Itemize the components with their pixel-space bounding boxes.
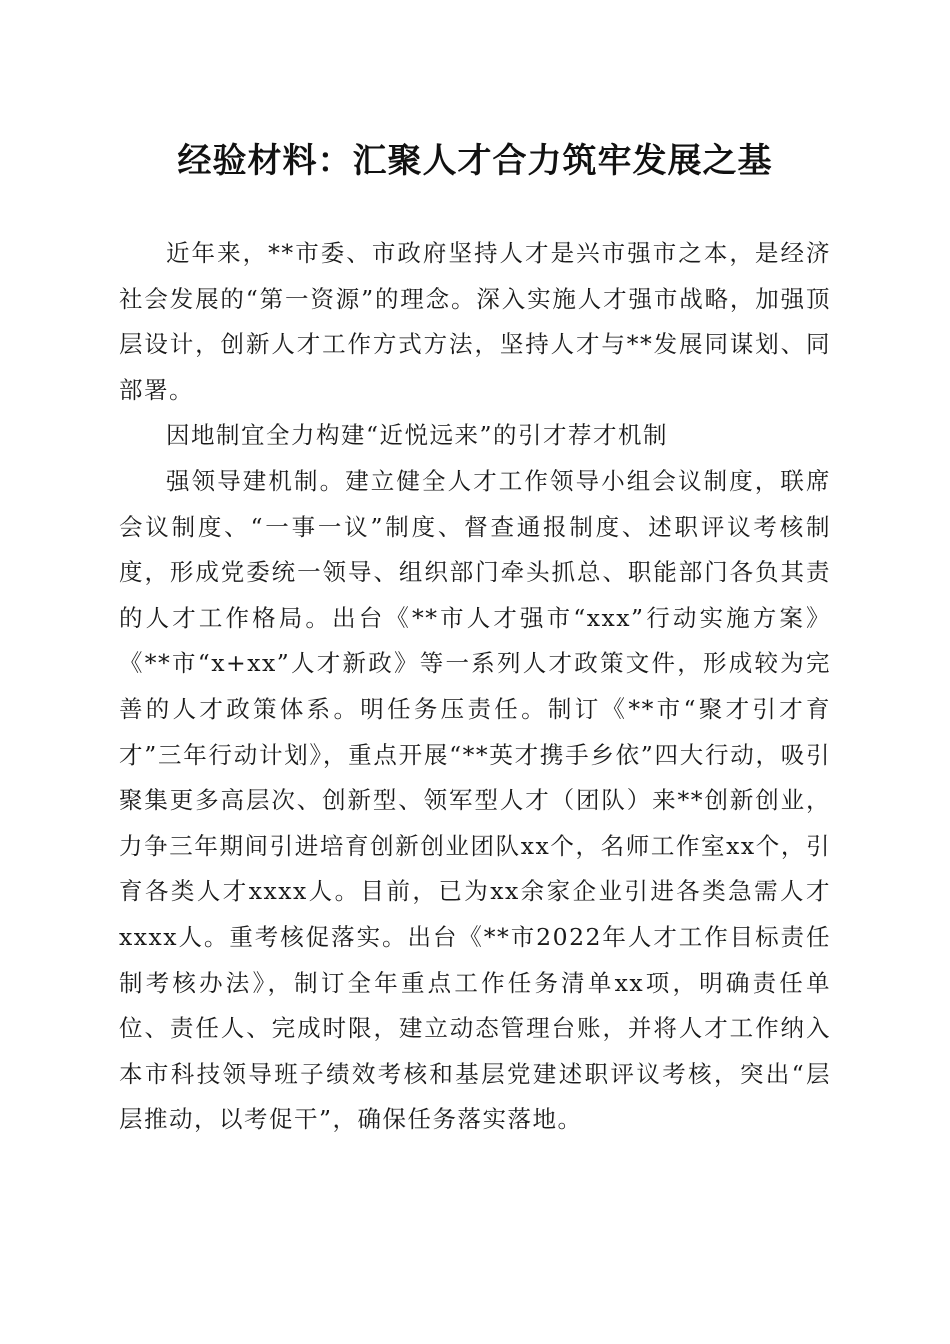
document-title: 经验材料：汇聚人才合力筑牢发展之基 (177, 141, 773, 181)
body-paragraph: 强领导建机制。建立健全人才工作领导小组会议制度，联席会议制度、“一事一议”制度、督查通报制度、述职评议考核制度，形成党委统一领导、组织部门牵头抓总、职能部门各负其责的人才工作格局。出台《**市人才强市“xxx”行动实施方案》《**市“x+xx”人才新政》等一系列人才政策文件，形成较为完善的人才政策体系。明任务压责任。制订《**市“聚才引才育才”三年行动计划》，重点开展“**英才携手乡依”四大行动，吸引聚集更多高层次、创新型、领军型人才（团队）来**创新创业，力争三年期间引进培育创新创业团队xx个，名师工作室xx个，引育各类人才xxxx人。目前，已为xx余家企业引进各类急需人才xxxx人。重考核促落实。出台《**市2022年人才工作目标责任制考核办法》，制订全年重点工作任务清单xx项，明确责任单位、责任人、完成时限，建立动态管理台账，并将人才工作纳入本市科技领导班子绩效考核和基层党建述职评议考核，突出“层层推动，以考促干”，确保任务落实落地。 (119, 466, 831, 1134)
section-heading: 因地制宜全力构建“近悦远来”的引才荐才机制 (166, 421, 669, 450)
document-body (119, 231, 831, 1143)
intro-paragraph: 近年来，**市委、市政府坚持人才是兴市强市之本，是经济社会发展的“第一资源”的理念。深入实施人才强市战略，加强顶层设计，创新人才工作方式方法，坚持人才与**发展同谋划、同部署。 (119, 239, 831, 404)
